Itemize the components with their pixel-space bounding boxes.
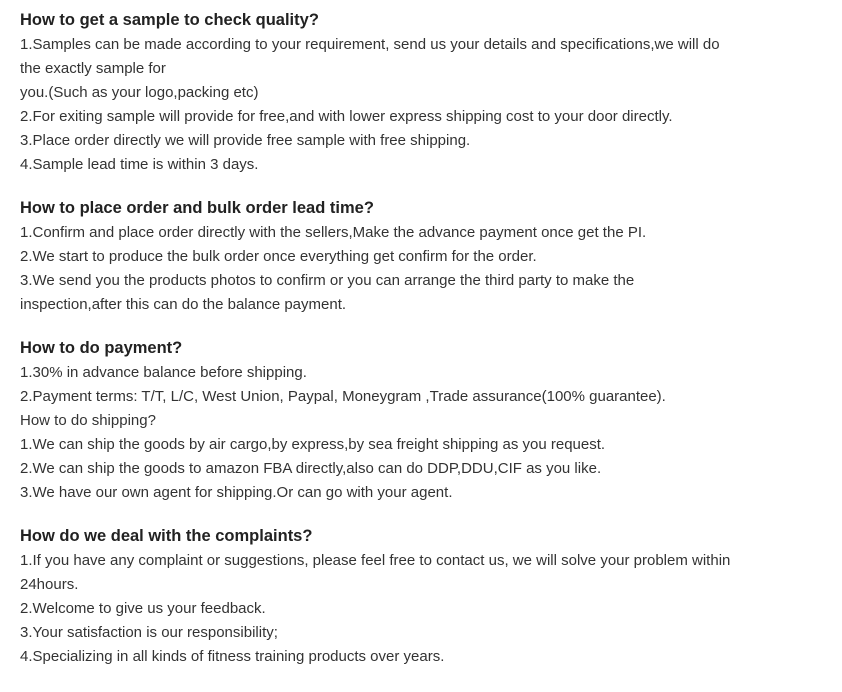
text-line: 1.30% in advance balance before shipping. bbox=[20, 364, 307, 381]
faq-section-sample bbox=[20, 8, 780, 177]
faq-section-order bbox=[20, 196, 780, 317]
text-line: 1.Samples can be made according to your requirement, send us your details and specifications,we will do bbox=[20, 36, 720, 53]
section-heading: How do we deal with the complaints? bbox=[20, 527, 313, 545]
text-line: 3.We send you the products photos to confirm or you can arrange the third party to make the bbox=[20, 272, 635, 289]
text-line: 1.We can ship the goods by air cargo,by express,by sea freight shipping as you request. bbox=[20, 436, 606, 453]
text-line: 3.Place order directly we will provide free sample with free shipping. bbox=[20, 132, 471, 149]
text-line: 2.We can ship the goods to amazon FBA directly,also can do DDP,DDU,CIF as you like. bbox=[20, 460, 602, 477]
text-line: How to do shipping? bbox=[20, 412, 156, 429]
text-line: 1.If you have any complaint or suggestions, please feel free to contact us, we will solve your problem within bbox=[20, 552, 731, 569]
text-line: 2.For exiting sample will provide for free,and with lower express shipping cost to your door directly. bbox=[20, 108, 673, 125]
text-line: 24hours. bbox=[20, 576, 79, 593]
section-heading: How to get a sample to check quality? bbox=[20, 11, 319, 29]
text-line: 1.Confirm and place order directly with the sellers,Make the advance payment once get the PI. bbox=[20, 224, 647, 241]
section-heading: How to do payment? bbox=[20, 339, 183, 357]
text-line: 3.Your satisfaction is our responsibility; bbox=[20, 624, 278, 641]
text-line: inspection,after this can do the balance payment. bbox=[20, 296, 347, 313]
text-line: 2.Payment terms: T/T, L/C, West Union, Paypal, Moneygram ,Trade assurance(100% guarantee). bbox=[20, 388, 666, 405]
text-line: the exactly sample for bbox=[20, 60, 166, 77]
text-line: 4.Sample lead time is within 3 days. bbox=[20, 156, 259, 173]
text-line: 4.Specializing in all kinds of fitness training products over years. bbox=[20, 648, 445, 665]
text-line: you.(Such as your logo,packing etc) bbox=[20, 84, 259, 101]
text-line: 3.We have our own agent for shipping.Or can go with your agent. bbox=[20, 484, 453, 501]
faq-section-payment bbox=[20, 336, 780, 505]
faq-section-complaints bbox=[20, 524, 780, 669]
text-line: 2.Welcome to give us your feedback. bbox=[20, 600, 266, 617]
text-line: 2.We start to produce the bulk order once everything get confirm for the order. bbox=[20, 248, 537, 265]
section-heading: How to place order and bulk order lead time? bbox=[20, 199, 374, 217]
